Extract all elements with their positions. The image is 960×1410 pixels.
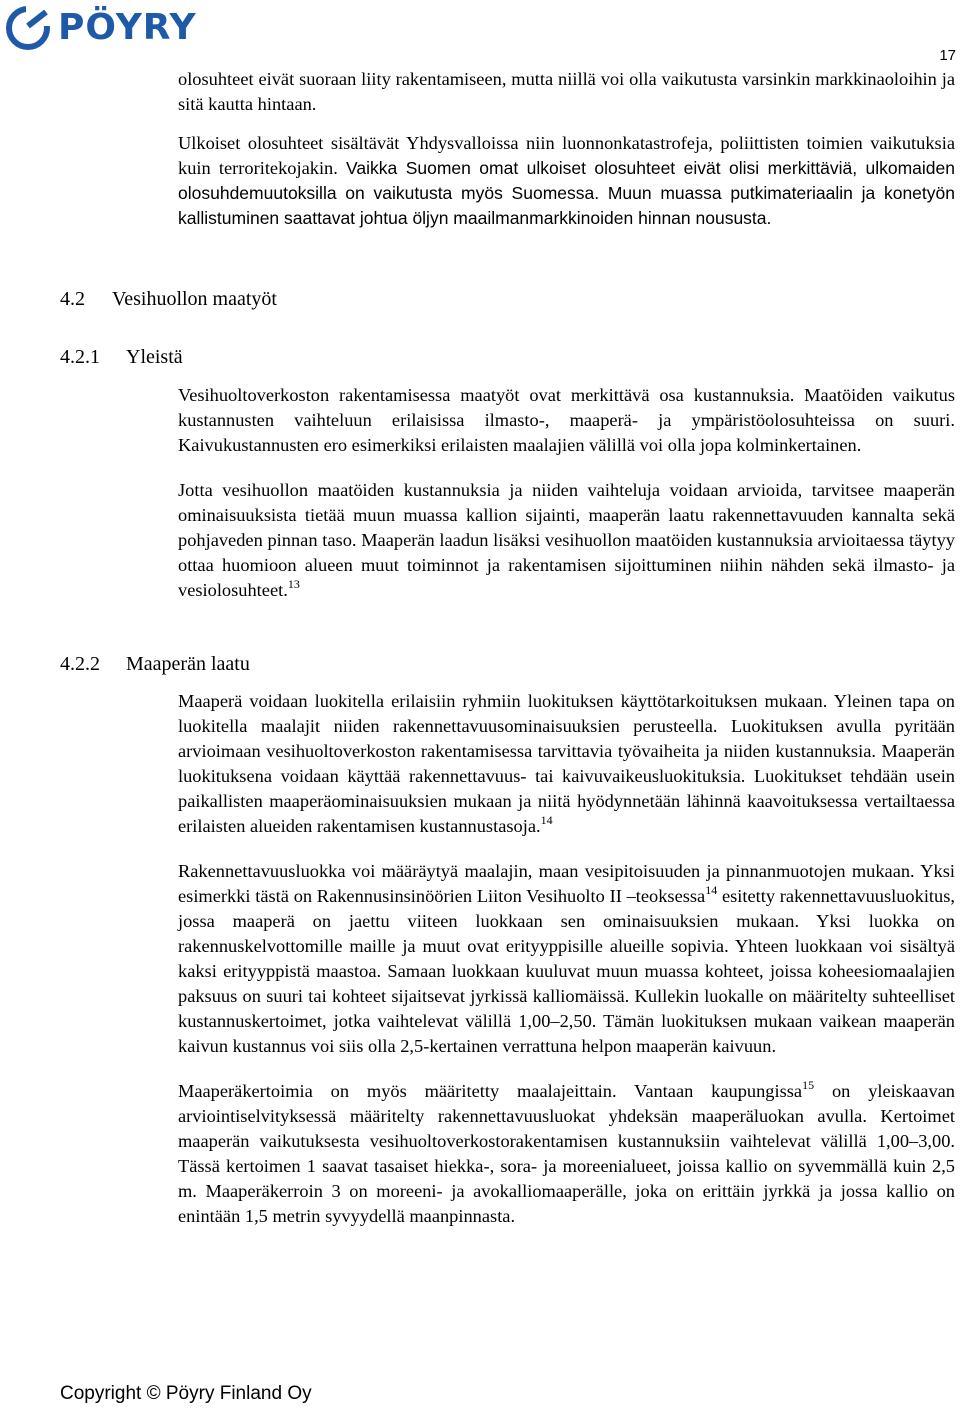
body-paragraph: Vesihuoltoverkoston rakentamisessa maatyöt ovat merkittävä osa kustannuksia. Maatöiden vaikutus kustannusten vaihteluun erilaisissa ilmasto-, maaperä- ja ympäristöolosuhteissa on suuri. Kaivukustannusten ero esimerkiksi erilaisten maalajien välillä voi olla jopa kolminkertainen. [178, 385, 955, 455]
section-title: Vesihuollon maatyöt [112, 288, 277, 310]
section-title: Maaperän laatu [126, 653, 250, 675]
page-number: 17 [939, 47, 956, 64]
body-paragraph [178, 689, 955, 839]
paragraph-text: Maaperä voidaan luokitella erilaisiin ryhmiin luokituksen käyttötarkoituksen mukaan. Yleinen tapa on luokitella maalajit niiden rakennettavuusominaisuuksien perusteella. Luokituksen avulla pyritään arvioimaan vesihuoltoverkoston rakentamisessa tarvittavia työvaiheita ja niiden kustannuksia. Maaperän luokituksena voidaan käyttää rakennettavuus- tai kaivuvaikeusluokituksia. Luokitukset tehdään usein paikallisten maaperäominaisuuksien mukaan ja niitä hyödynnetään lähinnä kaavoituksessa vertailtaessa erilaisten alueiden rakentamisen kustannustasoja. [178, 691, 955, 836]
intro-paragraph-2 [178, 131, 955, 231]
footnote-ref: 14 [540, 813, 553, 827]
footnote-ref: 14 [705, 883, 718, 897]
section-number: 4.2.2 [60, 653, 100, 675]
paragraph-text: Rakennettavuusluokka voi määräytyä maalajin, maan vesipitoisuuden ja pinnanmuotojen mukaan. Yksi esimerkki tästä on Rakennusinsinöörien Liiton Vesihuolto II –teoksessa [178, 861, 955, 906]
section-number: 4.2.1 [60, 346, 100, 368]
footnote-ref: 15 [802, 1078, 815, 1092]
section-number: 4.2 [60, 288, 85, 310]
intro-paragraph-2-serif: Ulkoiset olosuhteet sisältävät Yhdysvalloissa niin luonnonkatastrofeja, poliittisten toimien vaikutuksia kuin terroritekojakin. [178, 133, 955, 178]
intro-block [178, 67, 955, 231]
logo-wordmark: PÖYRY [58, 7, 197, 48]
paragraph-text: on yleiskaavan arviointiselvityksessä määritelty rakennettavuusluokat yhdeksän maaperäluokan avulla. Kertoimet maaperän vaikutuksesta vesihuoltoverkostorakentamisen kustannuksiin vaihtelevat välillä 1,00–3,00. Tässä kertoimen 1 saavat tasaiset hiekka-, sora- ja moreenialueet, joissa kallio on syvemmällä kuin 2,5 m. Maaperäkerroin 3 on moreeni- ja avokalliomaaperälle, joka on erittäin jyrkkä ja jossa kallio on enintään 1,5 metrin syvyydellä maanpinnasta. [178, 1081, 955, 1226]
section-4-2-2-body [178, 689, 955, 1229]
section-title: Yleistä [126, 346, 183, 368]
copyright-footer: Copyright © Pöyry Finland Oy [60, 1383, 312, 1404]
body-paragraph [178, 859, 955, 1059]
intro-paragraph-1: olosuhteet eivät suoraan liity rakentamiseen, mutta niillä voi olla vaikutusta varsinkin markkinaoloihin ja sitä kautta hintaan. [178, 69, 955, 114]
poyry-logo-mark-icon [6, 6, 50, 50]
section-heading-4-2-1 [60, 346, 183, 369]
section-4-2-1-body [178, 383, 955, 603]
body-paragraph [178, 1079, 955, 1229]
poyry-logo [6, 6, 246, 50]
footnote-ref: 13 [287, 577, 300, 591]
paragraph-text: Maaperäkertoimia on myös määritetty maalajeittain. Vantaan kaupungissa [178, 1081, 803, 1101]
section-heading-4-2-2 [60, 653, 250, 676]
paragraph-text: Jotta vesihuollon maatöiden kustannuksia ja niiden vaihteluja voidaan arvioida, tarvitsee maaperän ominaisuuksista tietää muun muassa kallion sijainti, maaperän laatu rakennettavuuden kannalta sekä pohjaveden pinnan taso. Maaperän laadun lisäksi vesihuollon maatöiden kustannuksia arvioitaessa täytyy ottaa huomioon alueen muut toiminnot ja rakentamisen sijoittuminen niihin nähden sekä ilmasto- ja vesiolosuhteet. [178, 480, 955, 600]
body-paragraph [178, 478, 955, 603]
intro-paragraph-2-sans: Vaikka Suomen omat ulkoiset olosuhteet eivät olisi merkittäviä, ulkomaiden olosuhdemuutoksilla on vaikutusta myös Suomessa. Muun muassa putkimateriaalin ja konetyön kallistuminen saattavat johtua öljyn maailmanmarkkinoiden hinnan noususta. [178, 158, 955, 228]
section-heading-4-2 [60, 288, 277, 311]
paragraph-text: esitetty rakennettavuusluokitus, jossa maaperä on jaettu viiteen luokkaan sen ominaisuuksien mukaan. Yksi luokka on rakennuskelvottomille maille ja muut ovat erityyppisille alueille sopivia. Yhteen luokkaan voi sisältyä kaksi erityyppistä maastoa. Samaan luokkaan kuuluvat muun muassa kohteet, joissa koheesiomaalajien paksuus on suuri tai kohteet sijaitsevat jyrkissä kalliomäissä. Kullekin luokalle on määritelty suhteelliset kustannuskertoimet, jotka vaihtelevat välillä 1,00–2,50. Tämän luokituksen mukaan vaikean maaperän kaivun kustannus voi siis olla 2,5-kertainen verrattuna helpon maaperän kaivuun. [178, 886, 955, 1056]
